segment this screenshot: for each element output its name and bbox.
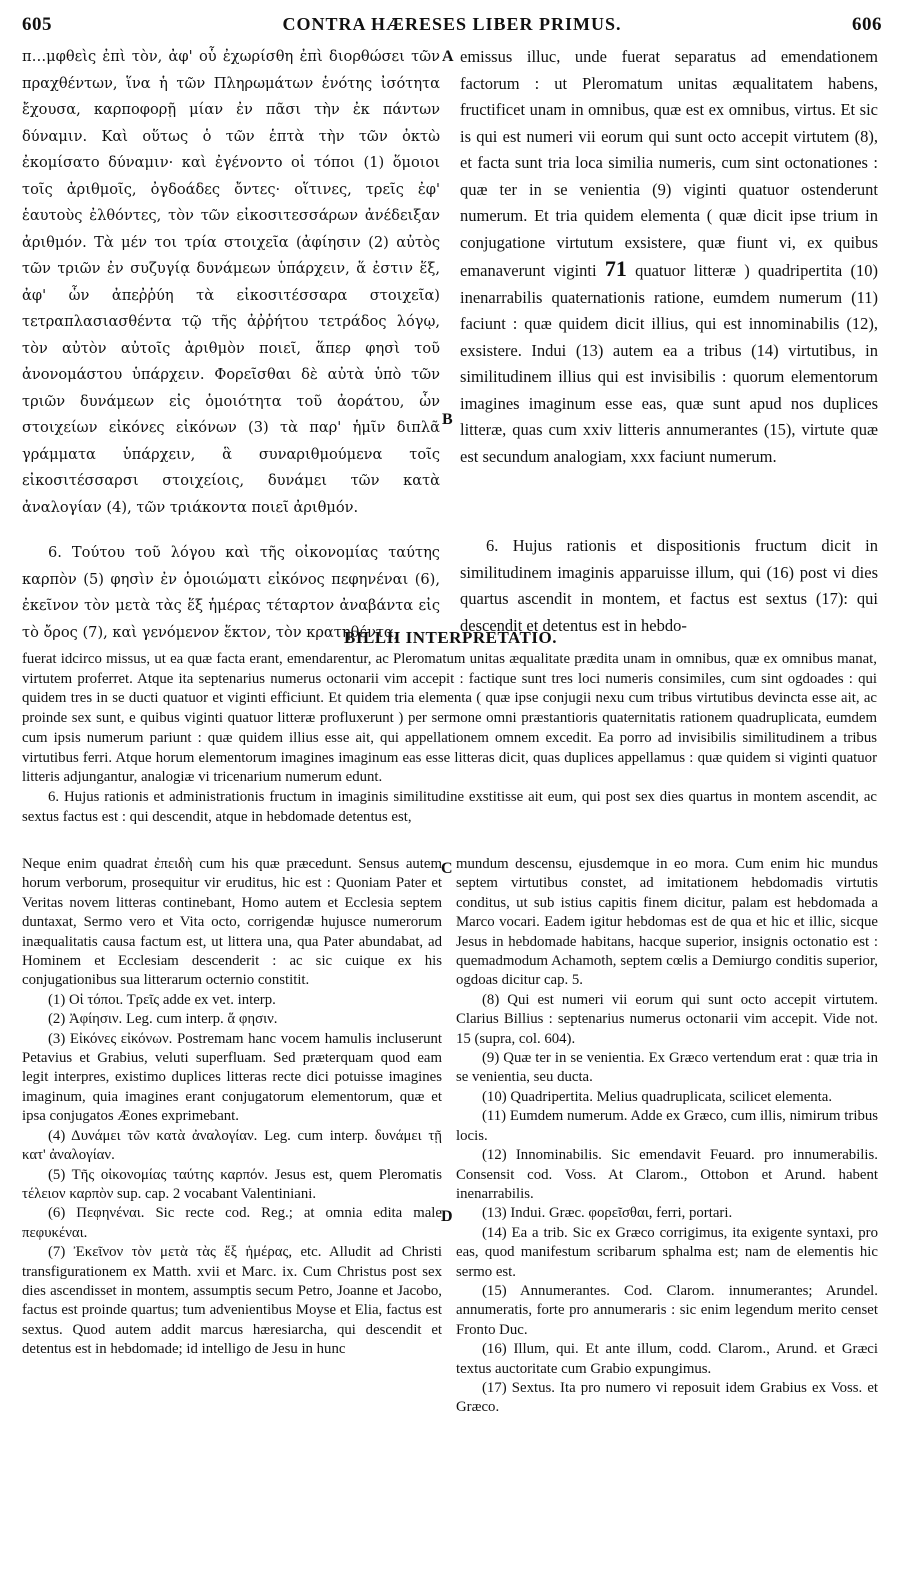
billii-paragraph-1: fuerat idcirco missus, ut ea quæ facta erant, emendarentur, ac Pleromatum unitas æqualitate prædita unam in omnibus, quæ ex omnibus manat, virtutem proferret. Atque ita septenarius numerus octonarii vim accepit : factique sunt tres loci numeris consimiles, cum sint ogdoades : qui quidem tres in se ducti quatuor et viginti efficiunt. Et quidem tria elementa ( quæ ipse conjugii nexu cum tribus virtutibus devincta esse ait, ac proinde sex sunt, e quibus viginti quatuor litteræ profluxerunt ) per sermone omni præstantioris quaternitatis rationem quadruplicata, eumdem cum ipsis numerum pariunt : quæ quidem illius esse ait, qui appellationem omnem excedit. Ea porro ad invisibilis similitudinem a tribus virtutibus ferri. Atque horum elementorum imagines imaginum eas esse litteras dicit, quas duplices appellamus : quæ quidem si viginti quatuor litteris adjungantur, analogiæ vi tricenarium numerum edunt. [22,651,877,786]
notes-right-column [456,855,878,1418]
note-item: mundum descensu, ejusdemque in eo mora. Cum enim hic mundus septem virtutibus constet, ad imitationem hebdomadis virtutis conditus, ut sub istius capitis finem dicitur, palam est hebdomada a Marco vocari. Eadem igitur hebdomas est de qua et hic et illic, sicque Jesus in hebdomade habitans, hacque superior, insignis octonatio est : quemadmodum Achamoth, septem cœlis a Demiurgo conditis superior, ogdoas dicitur cap. 5. [456,856,878,989]
note-item: (8) Qui est numeri vii eorum qui sunt octo accepit virtutem. Clarius Billius : septenarius numerus octonarii vim accepit. Vide not. 15 (supra, col. 604). [456,991,878,1047]
note-item: (3) Εἰκόνες εἰκόνων. Postremam hanc vocem hamulis incluserunt Petavius et Grabius, veluti superfluam. Sed præterquam quod eam legit interpres, existimo duplices litteras recte dici potuisse imagines imaginum, quia imagines erant conjugatorum elementorum, quæ et ipsa conjugatos Æones exprimebant. [22,1030,442,1125]
note-item: (13) Indui. Græc. φορεῖσθαι, ferri, portari. [482,1205,733,1222]
page-header [22,14,882,38]
latin-paragraph-2: 6. Hujus rationis et dispositionis fructum dicit in similitudinem imaginis apparuisse illum, qui (16) post vi dies quartus ascendit in montem, et factus est sextus (17): qui descendit et detentus est in hebdo- [460,536,878,635]
note-item: (11) Eumdem numerum. Adde ex Græco, cum illis, nimirum tribus locis. [456,1108,878,1144]
page-number-right: 606 [852,14,882,35]
note-item: (7) Ἐκεῖνον τὸν μετὰ τὰς ἕξ ἡμέρας, etc. Alludit ad Christi transfigurationem ex Matth. xvii et Marc. ix. Cum Christus post sex dies ascendisset in montem, assumptis secum Petro, Joanne et Jacobo, factus est proinde quartus; tum advenientibus Moyse et Elia, factus est sextus. Quod autem addit marcus hæresiarcha, qui descendit et detentus est in hebdomade; id intelligo de Jesu in hunc [22,1244,442,1358]
note-item: (2) Ἀφίησιν. Leg. cum interp. ἅ φησιν. [48,1011,278,1028]
note-item: (10) Quadripertita. Melius quadruplicata, scilicet elementa. [482,1088,833,1105]
greek-paragraph-1: π…μφθεὶς ἐπὶ τὸν, ἀφ' οὗ ἐχωρίσθη ἐπὶ διορθώσει τῶν πραχθέντων, ἵνα ἡ τῶν Πληρωμάτων ἑνότης ἰσότητα ἔχουσα, καρποφορῇ μίαν ἐν πᾶσι τὴν ἐκ πάντων δύναμιν. Καὶ οὕτως ὁ τῶν ἑπτὰ τὴν τῶν ὀκτὼ ἐκομίσατο δύναμιν· καὶ ἐγένοντο οἱ τόποι (1) ὅμοιοι τοῖς ἀριθμοῖς, ὀγδοάδες ὄντες· οἵτινες, τρεῖς ἐφ' ἑαυτοὺς ἐλθόντες, τὸν τῶν εἰκοσιτεσσάρων ἀνέδειξαν ἀριθμόν. Τὰ μέν τοι τρία στοιχεῖα (ἀφίησιν (2) αὐτὸς τῶν τριῶν ἐν συζυγίᾳ δυνάμεων ὑπάρχειν, ἅ ἐστιν ἕξ, ἀφ' ὧν ἀπεῤῥύη τὰ εἰκοσιτέσσαρα στοιχεῖα) τετραπλασιασθέντα τῷ τῆς ἀῤῥήτου τετράδος λόγῳ, τὸν αὐτὸν αὐτοῖς ἀριθμὸν ποιεῖ, ἅπερ φησὶ τοῦ ἀνονομάστου ὑπάρχειν. Φορεῖσθαι δὲ αὐτὰ ὑπὸ τῶν τριῶν δυνάμεων εἰς ὁμοιότητα τοῦ ἀοράτου, ὧν στοιχείων εἰκόνες εἰκόνων (3) τὰ παρ' ἡμῖν διπλᾶ γράμματα ὑπάρχειν, ἃ συναριθμούμενα τοῖς εἰκοσιτέσσαρσι στοιχείοις, δυνάμει τῶν κατὰ ἀναλογίαν (4), τῶν τριάκοντα ποιεῖ ἀριθμόν. [22,48,440,516]
notes-left-column [22,855,442,1360]
margin-letter-c: C [441,860,453,877]
note-item: (17) Sextus. Ita pro numero vi reposuit idem Grabius ex Voss. et Græco. [456,1379,878,1416]
note-item: (4) Δυνάμει τῶν κατὰ ἀναλογίαν. Leg. cum interp. δυνάμει τῇ κατ' ἀναλογίαν. [22,1127,442,1164]
note-item: (5) Τῆς οἰκονομίας ταύτης καρπόν. Jesus est, quem Pleromatis τέλειον καρπὸν sup. cap. 2 vocabant Valentiniani. [22,1166,442,1202]
note-item: (14) Ea a trib. Sic ex Græco corrigimus, ita exigente syntaxi, pro eas, quod manifestum scribarum sphalma est; nam de elementis hic sermo est. [456,1224,878,1280]
greek-paragraph-2: 6. Τούτου τοῦ λόγου καὶ τῆς οἰκονομίας ταύτης καρπὸν (5) φησὶν ἐν ὁμοιώματι εἰκόνος πεφηνέναι (6), ἐκεῖνον τὸν μετὰ τὰς ἕξ ἡμέρας τέταρτον ἀναβάντα εἰς τὸ ὄρος (7), καὶ γενόμενον ἕκτον, τὸν κρατηθέντα, [22,544,440,641]
billii-paragraph-2: 6. Hujus rationis et administrationis fructum in imaginis similitudine exstitisse ait eum, qui post sex dies quartus in montem ascendit, ac sextus factus est : qui descendit, atque in hebdomade detentus est, [22,788,877,825]
latin-column [460,44,878,470]
note-item: (6) Πεφηνέναι. Sic recte cod. Reg.; at omnia edita male πεφυκέναι. [22,1205,442,1241]
note-item: (12) Innominabilis. Sic emendavit Feuard. pro innumerabilis. Consensit cod. Voss. At Clarom., Ottobon et Arund. habent inenarrabilis. [456,1147,878,1202]
latin-paragraph-1 [460,44,878,470]
column-number: 71 [604,256,627,281]
latin-column-2 [460,533,878,639]
page-number-left: 605 [22,14,52,35]
margin-letter-a: A [442,48,454,65]
greek-column [22,44,440,521]
running-title: CONTRA HÆRESES LIBER PRIMUS. [282,14,622,34]
note-item: (1) Οἱ τόποι. Τρεῖς adde ex vet. interp. [48,991,276,1008]
margin-letter-b: B [442,411,453,428]
margin-letter-d: D [441,1208,453,1225]
billii-heading: BILLII INTERPRETATIO. [344,628,557,647]
note-item: Neque enim quadrat ἐπειδὴ cum his quæ præcedunt. Sensus autem horum verborum, prosequitur vir eruditus, hic est : Quoniam Pater et Veritas novem litteras continebant, Homo autem et Ecclesia septem duntaxat, Sermo vero et Vita octo, corrigendæ hujusce numerorum inæqualitatis causa factum est, ut littera una, qua Pater abundabat, ad Hominem et Ecclesiam descenderit : ac sic cuique ex his conjugationibus sua litterarum octernio constitit. [22,856,442,989]
note-item: (9) Quæ ter in se venientia. Ex Græco vertendum erat : quæ tria in se venientia, seu ducta. [456,1050,878,1086]
latin-paragraph-1b: quatuor litteræ ) quadripertita (10) inenarrabilis quaternationis ratione, eumdem numerum (11) faciunt : quæ quidem dicit illius, qui est innominabilis (12), exsistere. Indui (13) autem ea a tribus (14) virtutibus, in similitudinem illius qui est invisibilis : quorum elementorum imagines imaginum esse eas, quæ sunt apud nos duplices litteræ, quas cum xxiv litteris annumerantes (15), virtute quæ est secundum analogiam, xxx faciunt numerum. [460,261,878,466]
billii-interpretation [22,650,877,827]
note-item: (15) Annumerantes. Cod. Clarom. innumerantes; Arundel. annumeratis, forte pro annumeraris : sic enim legendum merito censet Fronto Duc. [456,1282,878,1338]
latin-paragraph-1a: emissus illuc, unde fuerat separatus ad emendationem factorum : ut Pleromatum unitas æqualitatem habens, fructificet unam in omnibus, quæ est ex omnibus, virtus. Et sic is qui est numeri vii eorum qui sunt octo accepit virtutem (8), et facta sunt tria loca similia numeris, cum sint octonationes : quæ ter in se venientia (9) viginti quatuor ostenderunt numerum. Et tria quidem elementa ( quæ dicit ipse trium in conjugatione virtutum exsistere, quæ fiunt vi, ex quibus emanaverunt viginti [460,47,878,280]
note-item: (16) Illum, qui. Et ante illum, codd. Clarom., Arund. et Græci textus auctoritate cum Grabio expungimus. [456,1341,878,1377]
